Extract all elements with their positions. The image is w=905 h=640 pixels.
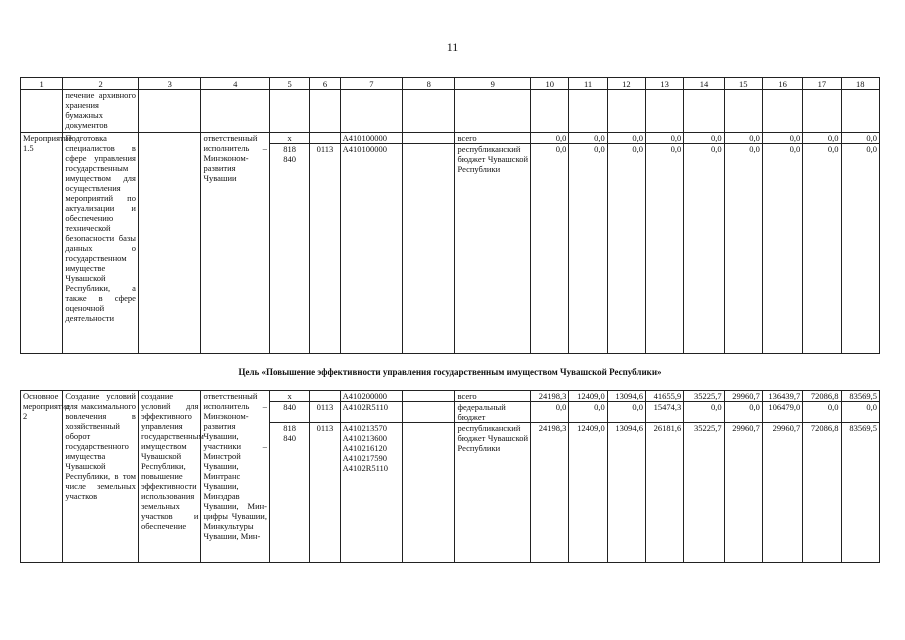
- header-cell: 5: [270, 78, 310, 90]
- cell-value: 15474,3: [645, 402, 683, 423]
- cell-section: 0113: [310, 144, 340, 354]
- cell-value: 0,0: [607, 133, 645, 144]
- cell-value: 13094,6: [607, 423, 645, 563]
- event-goal: создание условий для эффективного управления государственным имуществом Чувашской Республики, повышение эффективности использования земельных участков и обеспечение: [138, 391, 201, 563]
- header-cell: 13: [645, 78, 683, 90]
- cell-value: 0,0: [569, 144, 607, 354]
- header-cell: 6: [310, 78, 340, 90]
- event-description: Создание условий для максимального вовлечения в хозяйственный оборот государственного имущества Чувашской Республики, в том числе земельных участков: [63, 391, 139, 563]
- header-cell: 7: [340, 78, 403, 90]
- cell-value: 29960,7: [724, 391, 762, 402]
- header-cell: 16: [762, 78, 802, 90]
- cell-value: 29960,7: [762, 423, 802, 563]
- cell-value: 26181,6: [645, 423, 683, 563]
- cell-grbs: x: [270, 391, 310, 402]
- cell-grbs: 818 840: [270, 423, 310, 563]
- cell-csr: А410213570 А410213600 А410216120 А410217590 А4102R5110: [340, 423, 403, 563]
- cell-value: 0,0: [684, 133, 724, 144]
- cell-value: 0,0: [531, 133, 569, 144]
- header-cell: 3: [138, 78, 201, 90]
- cell-value: 72086,8: [803, 391, 841, 402]
- cell-value: 0,0: [724, 133, 762, 144]
- header-cell: 4: [201, 78, 270, 90]
- table-row: [21, 90, 880, 133]
- header-cell: 15: [724, 78, 762, 90]
- cell-section: [310, 391, 340, 402]
- cell-value: 136439,7: [762, 391, 802, 402]
- cell-value: 0,0: [724, 402, 762, 423]
- event-label: Основное мероприятие 2: [21, 391, 63, 563]
- header-cell: 10: [531, 78, 569, 90]
- cell-source: всего: [455, 391, 531, 402]
- header-cell: 9: [455, 78, 531, 90]
- cell-value: 29960,7: [724, 423, 762, 563]
- cell-value: 0,0: [645, 133, 683, 144]
- header-cell: 18: [841, 78, 879, 90]
- cell-value: 0,0: [724, 144, 762, 354]
- cell-value: 0,0: [803, 402, 841, 423]
- header-row: [21, 78, 880, 90]
- header-cell: 14: [684, 78, 724, 90]
- cell-grbs: 818 840: [270, 144, 310, 354]
- event-label: Мероприятие 1.5: [21, 133, 63, 354]
- continued-text: печение архивного хранения бумажных документов: [63, 90, 139, 133]
- event-executor: ответственный исполнитель – Минэконом-развития Чувашии, участники – Минстрой Чувашии, Минтранс Чувашии, Минздрав Чувашии, Мин-цифры Чувашии, Минкультуры Чувашии, Мин-: [201, 391, 270, 563]
- cell-source: всего: [455, 133, 531, 144]
- program-table-lower: [20, 390, 880, 563]
- header-cell: 2: [63, 78, 139, 90]
- header-cell: 8: [403, 78, 455, 90]
- cell-value: 0,0: [645, 144, 683, 354]
- cell-source: республиканский бюджет Чувашской Республики: [455, 144, 531, 354]
- cell-value: 0,0: [684, 402, 724, 423]
- header-cell: 12: [607, 78, 645, 90]
- cell-value: 0,0: [841, 144, 879, 354]
- cell-value: 41655,9: [645, 391, 683, 402]
- cell-csr: А410100000: [340, 133, 403, 144]
- header-cell: 1: [21, 78, 63, 90]
- header-cell: 11: [569, 78, 607, 90]
- cell-value: 0,0: [607, 402, 645, 423]
- goal-title: Цель «Повышение эффективности управления государственным имуществом Чувашской Республики»: [238, 367, 662, 377]
- cell-value: 0,0: [569, 402, 607, 423]
- cell-section: 0113: [310, 423, 340, 563]
- page-number: 11: [446, 40, 459, 54]
- cell-value: 83569,5: [841, 423, 879, 563]
- cell-csr: А410100000: [340, 144, 403, 354]
- cell-value: 0,0: [762, 144, 802, 354]
- table-row: [21, 391, 880, 402]
- cell-value: 0,0: [569, 133, 607, 144]
- cell-value: 83569,5: [841, 391, 879, 402]
- cell-value: 0,0: [684, 144, 724, 354]
- cell-source: республиканский бюджет Чувашской Республики: [455, 423, 531, 563]
- header-cell: 17: [803, 78, 841, 90]
- cell-section: 0113: [310, 402, 340, 423]
- cell-value: 0,0: [803, 133, 841, 144]
- cell-value: 0,0: [531, 144, 569, 354]
- cell-value: 24198,3: [531, 423, 569, 563]
- program-table-upper: [20, 77, 880, 354]
- cell-grbs: 840: [270, 402, 310, 423]
- event-executor: ответственный исполнитель – Минэконом-развития Чувашии: [201, 133, 270, 354]
- cell-value: 12409,0: [569, 423, 607, 563]
- cell-grbs: x: [270, 133, 310, 144]
- cell-value: 24198,3: [531, 391, 569, 402]
- cell-csr: А4102R5110: [340, 402, 403, 423]
- cell-value: 106479,0: [762, 402, 802, 423]
- event-description: Подготовка специалистов в сфере управления государственным имуществом для осуществления мероприятий по актуализации и обеспечению технической безопасности базы данных о государственном имуществе Чувашской Республики, а также в сфере оценочной деятельности: [63, 133, 139, 354]
- cell-value: 0,0: [841, 402, 879, 423]
- cell-section: [310, 133, 340, 144]
- cell-value: 0,0: [531, 402, 569, 423]
- cell-value: 0,0: [841, 133, 879, 144]
- cell-value: 13094,6: [607, 391, 645, 402]
- cell-value: 0,0: [762, 133, 802, 144]
- cell-csr: А410200000: [340, 391, 403, 402]
- cell-value: 72086,8: [803, 423, 841, 563]
- cell-value: 0,0: [607, 144, 645, 354]
- cell-value: 0,0: [803, 144, 841, 354]
- table-row: [21, 133, 880, 144]
- cell-value: 12409,0: [569, 391, 607, 402]
- cell-source: федеральный бюджет: [455, 402, 531, 423]
- cell-value: 35225,7: [684, 391, 724, 402]
- cell-value: 35225,7: [684, 423, 724, 563]
